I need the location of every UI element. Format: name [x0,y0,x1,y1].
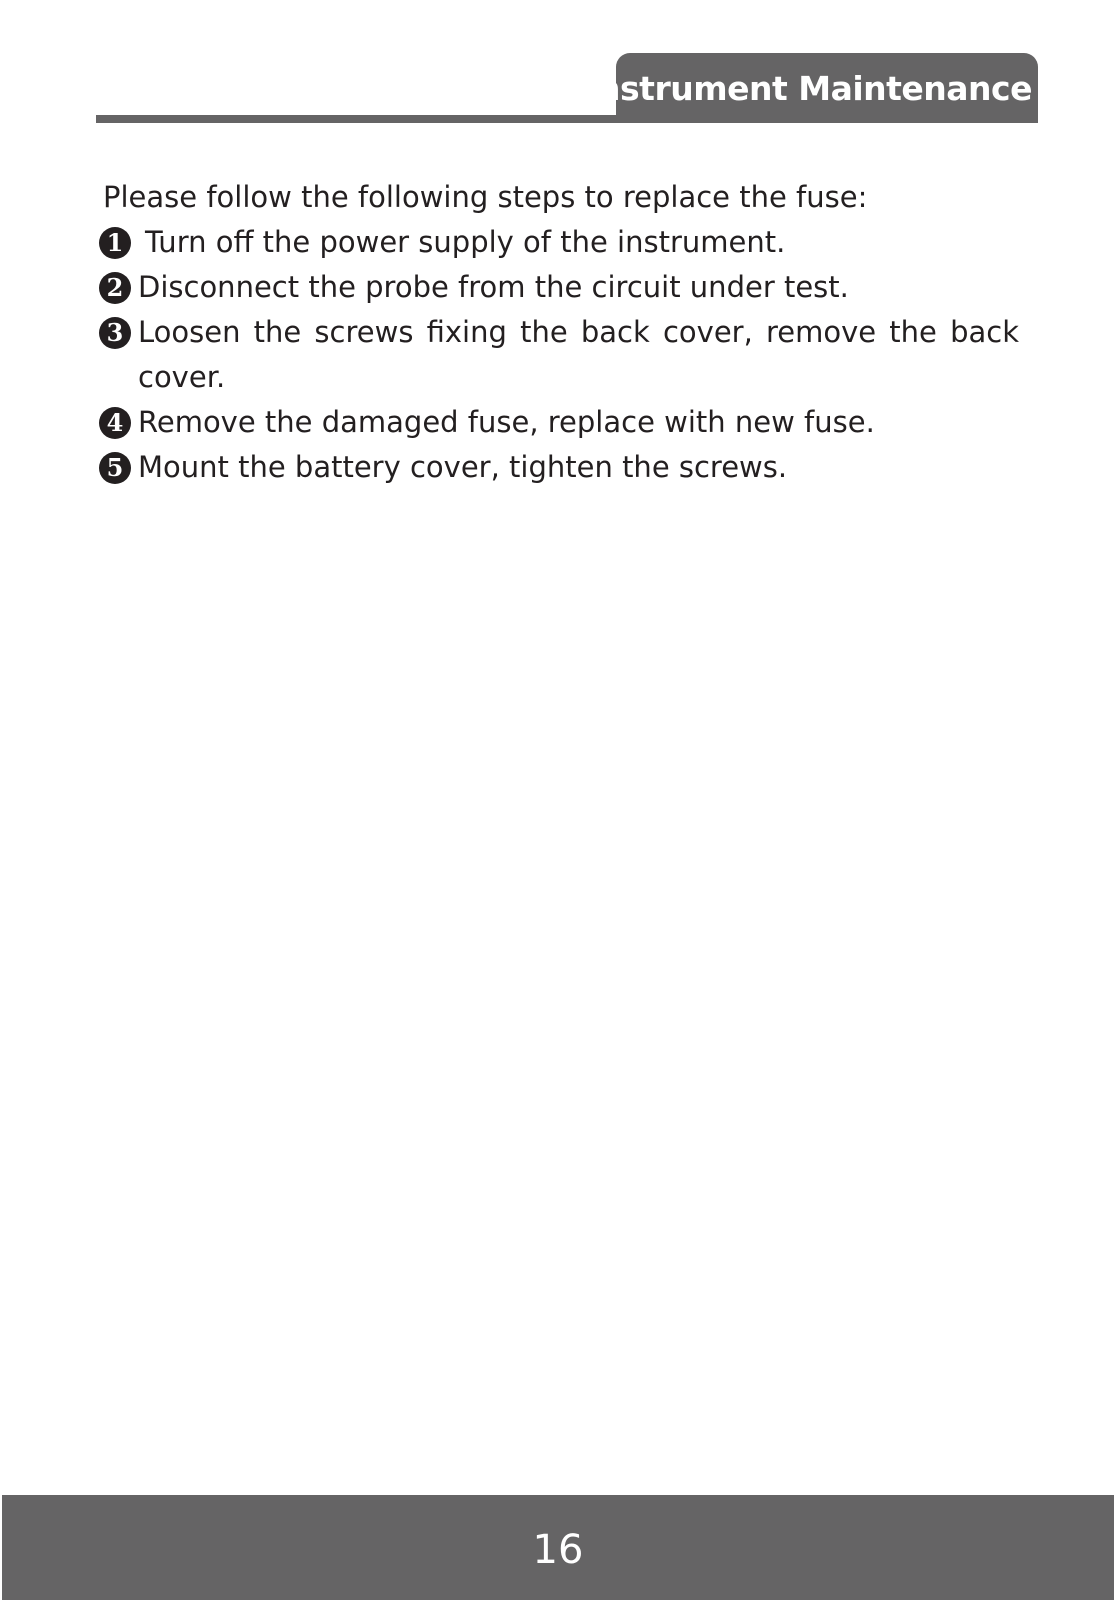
step-number-4-icon: 4 [99,407,131,439]
step-item [96,445,1019,490]
step-number-5-icon: 5 [99,452,131,484]
header-tab [585,53,1038,123]
step-text: Loosen the screws fixing the back cover, remove the back cover. [138,315,1019,394]
step-text: Disconnect the probe from the circuit under test. [138,270,849,304]
step-text: Mount the battery cover, tighten the screws. [138,450,788,484]
step-number-1-icon: 1 [99,227,131,259]
intro-text: Please follow the following steps to replace the fuse: [103,180,868,214]
step-item [96,310,1019,400]
step-number-2-icon: 2 [99,272,131,304]
footer-bar [2,1495,1114,1600]
page-content [96,175,1019,490]
step-text: Remove the damaged fuse, replace with new fuse. [138,405,875,439]
page-number: 16 [532,1526,584,1573]
step-number-3-icon: 3 [99,317,131,349]
step-list [96,220,1019,490]
step-item [96,265,1019,310]
section-title: Instrument Maintenance [585,68,1032,108]
step-item [96,400,1019,445]
step-text: Turn off the power supply of the instrument. [145,225,786,259]
step-item [96,220,1019,265]
